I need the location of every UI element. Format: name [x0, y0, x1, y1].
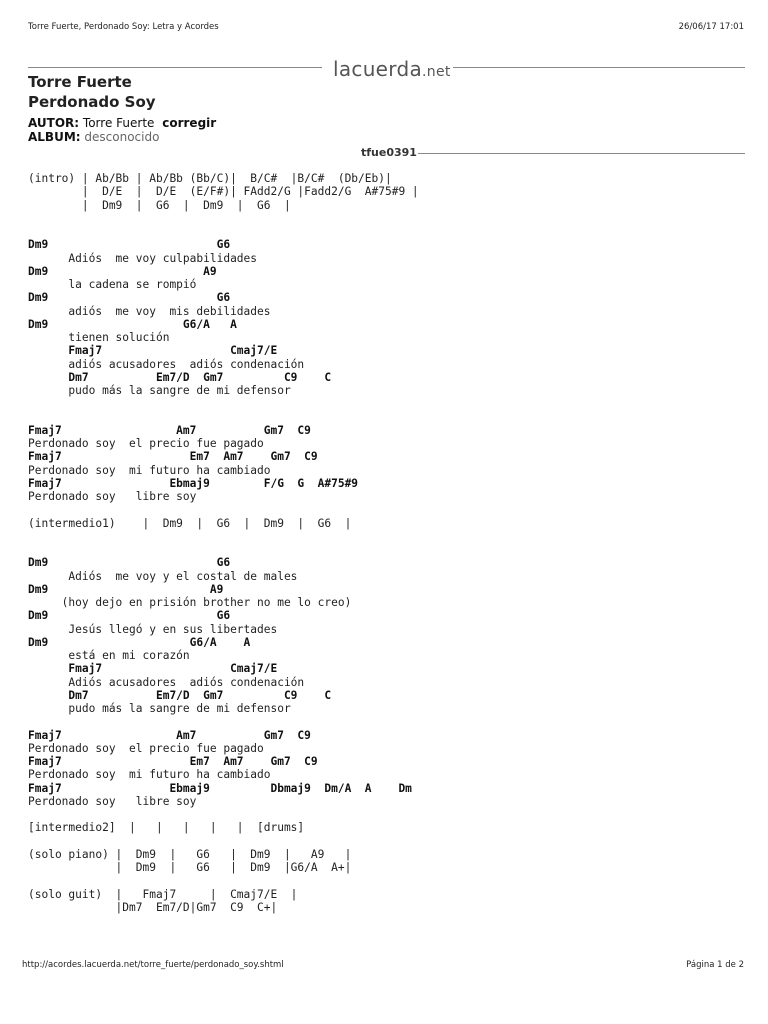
author-row: [28, 116, 216, 130]
lyric-line: (hoy dejo en prisión brother no me lo creo): [28, 596, 352, 609]
lyric-line: Adiós me voy culpabilidades: [28, 251, 258, 265]
chord-line: Fmaj7 Em7 Am7 Gm7 C9: [28, 450, 318, 464]
lyric-line: [28, 530, 419, 543]
page-url: http://acordes.lacuerda.net/torre_fuerte/perdonado_soy.shtml: [22, 960, 284, 970]
title-rule-right: [453, 67, 745, 68]
lyric-line: [28, 397, 419, 410]
album-value: desconocido: [84, 130, 160, 144]
lyric-line: adiós me voy mis debilidades: [28, 304, 271, 318]
song-code: tfue0391: [361, 146, 417, 159]
print-datetime: 26/06/17 17:01: [678, 22, 744, 32]
lyric-line: Perdonado soy el precio fue pagado: [28, 437, 264, 450]
chord-line: Dm9 G6: [28, 238, 231, 252]
site-logo[interactable]: [333, 57, 451, 81]
chord-line: Fmaj7 Em7 Am7 Gm7 C9: [28, 755, 318, 768]
chord-line: Dm9 G6: [28, 291, 231, 305]
song-heading: [28, 72, 156, 112]
lyric-line: la cadena se rompió: [28, 278, 197, 291]
logo-text: lacuerda: [333, 57, 423, 81]
lyric-line: está en mi corazón: [28, 649, 190, 662]
lyric-line: pudo más la sangre de mi defensor: [28, 384, 291, 397]
lyric-line: [28, 874, 419, 887]
lyric-line: (solo piano) | Dm9 | G6 | Dm9 | A9 |: [28, 847, 352, 861]
chord-line: Dm9 A9: [28, 264, 217, 278]
chord-line: Fmaj7 Ebmaj9 F/G G A#75#9: [28, 476, 359, 490]
lyric-line: Perdonado soy libre soy: [28, 794, 197, 808]
chord-line: Fmaj7 Cmaj7/E: [28, 662, 278, 676]
song-title: Perdonado Soy: [28, 93, 156, 111]
album-row: [28, 130, 216, 144]
lyric-line: [28, 835, 419, 848]
lyric-line: |Dm7 Em7/D|Gm7 C9 C+|: [28, 900, 278, 914]
album-label: ALBUM:: [28, 130, 81, 144]
author-value: Torre Fuerte: [82, 116, 155, 130]
lyric-line: (intermedio1) | Dm9 | G6 | Dm9 | G6 |: [28, 516, 352, 530]
song-meta: [28, 116, 216, 144]
lyric-line: Adiós me voy y el costal de males: [28, 569, 298, 583]
chord-line: Dm9 G6: [28, 556, 231, 570]
lyric-line: Perdonado soy el precio fue pagado: [28, 741, 264, 755]
lyric-line: adiós acusadores adiós condenación: [28, 357, 305, 371]
chord-line: Fmaj7 Am7 Gm7 C9: [28, 423, 311, 437]
chord-line: Dm9 G6/A A: [28, 635, 251, 649]
chord-line: Dm9 A9: [28, 582, 224, 596]
lyric-line: Perdonado soy mi futuro ha cambiado: [28, 768, 271, 782]
edit-link[interactable]: corregir: [162, 116, 217, 130]
code-rule: [418, 153, 745, 154]
lyric-line: [28, 808, 419, 821]
title-rule-left: [28, 67, 322, 68]
author-label: AUTOR:: [28, 116, 80, 130]
chord-line: Fmaj7 Cmaj7/E: [28, 344, 278, 358]
chord-line: Fmaj7 Ebmaj9 Dbmaj9 Dm/A A Dm: [28, 781, 412, 795]
chord-line: Dm7 Em7/D Gm7 C9 C: [28, 370, 332, 384]
lyric-line: [28, 503, 419, 516]
lyric-line: (intro) | Ab/Bb | Ab/Bb (Bb/C)| B/C# |B/C# (Db/Eb)|: [28, 172, 392, 185]
lyric-line: tienen solución: [28, 331, 170, 344]
lyric-line: [28, 225, 419, 238]
lyrics-chords-sheet: [28, 172, 419, 914]
lyric-line: | Dm9 | G6 | Dm9 | G6 |: [28, 198, 291, 212]
lyric-line: pudo más la sangre de mi defensor: [28, 702, 291, 715]
chord-line: Dm7 Em7/D Gm7 C9 C: [28, 688, 332, 702]
chord-line: Dm9 G6: [28, 609, 231, 623]
lyric-line: [28, 715, 419, 728]
page-number: Página 1 de 2: [686, 960, 744, 970]
lyric-line: [28, 411, 419, 424]
lyric-line: Perdonado soy mi futuro ha cambiado: [28, 463, 271, 477]
lyric-line: (solo guit) | Fmaj7 | Cmaj7/E |: [28, 887, 298, 901]
lyric-line: [intermedio2] | | | | | [drums]: [28, 821, 305, 835]
chord-line: Dm9 G6/A A: [28, 317, 237, 331]
browser-page-title: Torre Fuerte, Perdonado Soy: Letra y Acordes: [28, 22, 219, 32]
lyric-line: Perdonado soy libre soy: [28, 490, 197, 503]
lyric-line: [28, 543, 419, 556]
lyric-line: [28, 212, 419, 225]
lyric-line: | D/E | D/E (E/F#)| FAdd2/G |Fadd2/G A#75#9 |: [28, 185, 419, 199]
lyric-line: Jesús llegó y en sus libertades: [28, 622, 278, 636]
lyric-line: | Dm9 | G6 | Dm9 |G6/A A+|: [28, 861, 352, 874]
lyric-line: Adiós acusadores adiós condenación: [28, 675, 305, 689]
artist-name: Torre Fuerte: [28, 73, 132, 91]
logo-suffix: .net: [422, 64, 451, 80]
chord-line: Fmaj7 Am7 Gm7 C9: [28, 728, 311, 742]
